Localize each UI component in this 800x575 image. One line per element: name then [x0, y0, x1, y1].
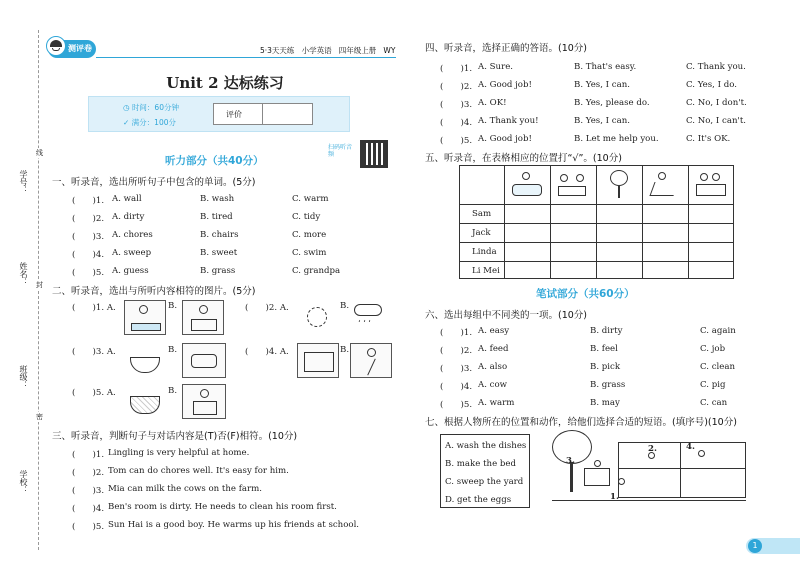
- p1-row5-c: C. grandpa: [292, 266, 341, 276]
- name-jack: Jack: [472, 228, 491, 238]
- table-pic-playing: [554, 170, 592, 200]
- grade-label: 评价: [226, 110, 242, 119]
- table-pic-tree: [600, 170, 638, 200]
- p6-row1-c: C. again: [700, 326, 736, 336]
- name-label: 姓名：: [19, 262, 28, 286]
- school-label: 学校：: [19, 470, 28, 494]
- qr-code-icon[interactable]: [360, 140, 388, 168]
- p4-row1-num[interactable]: ( )1.: [440, 64, 473, 74]
- page-title: Unit 2 达标练习: [166, 74, 284, 92]
- p1-row3-c: C. more: [292, 230, 327, 240]
- p3-row3-text: Mia can milk the cows on the farm.: [108, 484, 263, 494]
- p4-row5-c: C. It's OK.: [686, 134, 731, 144]
- page-number-badge: [746, 538, 800, 554]
- picture-cow[interactable]: [182, 343, 226, 378]
- p6-row2-num[interactable]: ( )2.: [440, 346, 473, 356]
- p2-q3-a: ( )3. A.: [72, 347, 116, 357]
- p2-q5-b: B.: [168, 386, 178, 396]
- p1-row2-num[interactable]: ( )2.: [72, 214, 105, 224]
- p1-row1-b: B. wash: [200, 194, 235, 204]
- part4-title: 四、听录音，选择正确的答语。(10分): [425, 43, 588, 54]
- score-text: 满分：100分: [131, 118, 176, 127]
- p4-row2-a: A. Good job!: [478, 80, 532, 90]
- p4-row1-a: A. Sure.: [478, 62, 514, 72]
- p6-row4-c: C. pig: [700, 380, 726, 390]
- qr-area: [328, 140, 390, 170]
- info-box: [88, 96, 350, 132]
- margin-secret-label: 密: [36, 413, 43, 421]
- p6-row2-a: A. feed: [478, 344, 509, 354]
- p4-row1-b: B. That's easy.: [574, 62, 637, 72]
- p6-row3-b: B. pick: [590, 362, 621, 372]
- p6-row3-a: A. also: [478, 362, 508, 372]
- p1-row1-c: C. warm: [292, 194, 329, 204]
- class-label: 班级：: [19, 365, 28, 389]
- subject-name: 小学英语: [301, 46, 332, 55]
- name-li-mei: Li Mei: [472, 266, 500, 276]
- mascot-icon: [46, 36, 66, 56]
- p1-row2-b: B. tired: [200, 212, 233, 222]
- time-row: [123, 102, 179, 113]
- p6-row1-num[interactable]: ( )1.: [440, 328, 473, 338]
- marker-1: 1.: [610, 492, 619, 502]
- qr-label: 扫码听音频: [328, 144, 353, 158]
- p1-row3-b: B. chairs: [200, 230, 239, 240]
- picture-sun[interactable]: [297, 300, 337, 335]
- marker-4: 4.: [686, 442, 695, 452]
- binding-margin: [0, 0, 48, 575]
- figure-4: [698, 450, 705, 457]
- p3-row5-text: Sun Hai is a good boy. He warms up his friends at school.: [108, 520, 360, 530]
- p1-row2-a: A. dirty: [112, 212, 145, 222]
- table-pic-jumping: [646, 170, 684, 200]
- p1-row4-num[interactable]: ( )4.: [72, 250, 105, 260]
- header: [48, 40, 400, 60]
- p3-row2-text: Tom can do chores well. It's easy for him.: [108, 466, 289, 476]
- student-number-label: 学号：: [19, 170, 28, 194]
- picture-boy-washing[interactable]: [124, 300, 166, 335]
- picture-boy-reading[interactable]: [182, 300, 224, 335]
- table-pic-skating: [508, 170, 546, 200]
- p3-row1-num[interactable]: ( )1.: [72, 450, 105, 460]
- p4-row3-a: A. OK!: [478, 98, 507, 108]
- badge-label: 测评卷: [68, 44, 92, 53]
- option-c: C. sweep the yard: [445, 477, 524, 487]
- p4-row4-a: A. Thank you!: [478, 116, 539, 126]
- p4-row3-b: B. Yes, please do.: [574, 98, 650, 108]
- p1-row1-a: A. wall: [112, 194, 142, 204]
- grade-box[interactable]: [213, 103, 313, 125]
- p2-q3-b: B.: [168, 345, 178, 355]
- p4-row3-num[interactable]: ( )3.: [440, 100, 473, 110]
- part5-title: 五、听录音，在表格相应的位置打“√”。(10分): [425, 153, 622, 164]
- p3-row5-num[interactable]: ( )5.: [72, 522, 105, 532]
- p6-row4-a: A. cow: [478, 380, 508, 390]
- part5-table: [459, 165, 734, 279]
- p4-row2-b: B. Yes, I can.: [574, 80, 630, 90]
- clock-icon: ◷: [123, 103, 132, 112]
- listening-heading: 听力部分（共40分）: [165, 155, 264, 167]
- option-b: B. make the bed: [445, 459, 516, 469]
- p4-row1-c: C. Thank you.: [686, 62, 746, 72]
- p6-row3-num[interactable]: ( )3.: [440, 364, 473, 374]
- p3-row4-text: Ben's room is dirty. He needs to clean his room first.: [108, 502, 337, 512]
- p1-row2-c: C. tidy: [292, 212, 321, 222]
- p3-row3-num[interactable]: ( )3.: [72, 486, 105, 496]
- figure-3: [594, 460, 601, 467]
- p4-row4-c: C. No, I can't.: [686, 116, 747, 126]
- table-pic-feeding: [692, 170, 730, 200]
- p2-q4-a: ( )4. A.: [245, 347, 289, 357]
- part2-title: 二、听录音，选出与所听内容相符的图片。(5分): [52, 286, 256, 297]
- p1-row5-a: A. guess: [112, 266, 149, 276]
- p3-row4-num[interactable]: ( )4.: [72, 504, 105, 514]
- p2-q1-a: ( )1. A.: [72, 303, 116, 313]
- p4-row2-c: C. Yes, I do.: [686, 80, 737, 90]
- header-info: [260, 45, 395, 56]
- p2-q5-a: ( )5. A.: [72, 388, 116, 398]
- score-row: [123, 117, 176, 128]
- option-d: D. get the eggs: [445, 495, 512, 505]
- henhouse-icon: [584, 468, 610, 486]
- p6-row5-a: A. warm: [478, 398, 515, 408]
- p3-row1-text: Lingling is very helpful at home.: [108, 448, 250, 458]
- part3-title: 三、听录音，判断句子与对话内容是(T)否(F)相符。(10分): [52, 431, 298, 442]
- p4-row5-a: A. Good job!: [478, 134, 532, 144]
- options-box: [440, 434, 530, 508]
- p1-row3-num[interactable]: ( )3.: [72, 232, 105, 242]
- marker-3: 3.: [566, 456, 575, 466]
- grade-name: 四年级上册: [338, 46, 377, 55]
- house-outline: [618, 442, 746, 498]
- picture-rain[interactable]: ʻ ʻ ʻ: [348, 300, 388, 335]
- p1-row5-b: B. grass: [200, 266, 236, 276]
- p4-row5-b: B. Let me help you.: [574, 134, 659, 144]
- p4-row4-b: B. Yes, I can.: [574, 116, 630, 126]
- p2-q4-b: B.: [340, 345, 350, 355]
- picture-dishes[interactable]: [124, 343, 166, 378]
- part7-title: 七、根据人物所在的位置和动作，给他们选择合适的短语。(填序号)(10分): [425, 417, 737, 428]
- p4-row3-c: C. No, I don't.: [686, 98, 747, 108]
- figure-1: [618, 478, 625, 485]
- p6-row5-b: B. may: [590, 398, 620, 408]
- series-name: 5·3天天练: [260, 46, 295, 55]
- house-scene-picture: [548, 430, 748, 510]
- name-sam: Sam: [472, 209, 492, 219]
- p6-row4-num[interactable]: ( )4.: [440, 382, 473, 392]
- page-number: 1: [748, 539, 762, 553]
- time-text: 时间：60分钟: [131, 103, 179, 112]
- p2-q1-b: B.: [168, 301, 178, 311]
- p6-row5-c: C. can: [700, 398, 728, 408]
- picture-basket[interactable]: [124, 384, 166, 419]
- p4-row4-num[interactable]: ( )4.: [440, 118, 473, 128]
- edition-name: WY: [383, 46, 396, 55]
- p1-row1-num[interactable]: ( )1.: [72, 196, 105, 206]
- p1-row4-b: B. sweet: [200, 248, 238, 258]
- p4-row2-num[interactable]: ( )2.: [440, 82, 473, 92]
- option-a: A. wash the dishes: [445, 441, 527, 451]
- p6-row4-b: B. grass: [590, 380, 626, 390]
- p1-row5-num[interactable]: ( )5.: [72, 268, 105, 278]
- p1-row4-a: A. sweep: [112, 248, 152, 258]
- p4-row5-num[interactable]: ( )5.: [440, 136, 473, 146]
- header-rule: [96, 57, 396, 58]
- p1-row4-c: C. swim: [292, 248, 327, 258]
- p6-row3-c: C. clean: [700, 362, 736, 372]
- p6-row1-b: B. dirty: [590, 326, 623, 336]
- name-linda: Linda: [472, 247, 497, 257]
- p6-row5-num[interactable]: ( )5.: [440, 400, 473, 410]
- p1-row3-a: A. chores: [112, 230, 153, 240]
- picture-girl-cleaning[interactable]: [182, 384, 226, 419]
- margin-line-label: 线: [36, 149, 43, 157]
- picture-farm[interactable]: [297, 343, 339, 378]
- p6-row2-c: C. job: [700, 344, 726, 354]
- part1-title: 一、听录音，选出所听句子中包含的单词。(5分): [52, 177, 256, 188]
- p6-row1-a: A. easy: [478, 326, 510, 336]
- writing-heading: 笔试部分（共60分）: [536, 288, 635, 300]
- check-icon: ✓: [123, 118, 132, 127]
- p3-row2-num[interactable]: ( )2.: [72, 468, 105, 478]
- marker-2: 2.: [648, 444, 657, 454]
- picture-sweeping[interactable]: [350, 343, 392, 378]
- p2-q2-b: B.: [340, 301, 350, 311]
- p2-q2-a: ( )2. A.: [245, 303, 289, 313]
- p6-row2-b: B. feel: [590, 344, 618, 354]
- part6-title: 六、选出每组中不同类的一项。(10分): [425, 310, 588, 321]
- margin-seal-label: 封: [36, 281, 43, 289]
